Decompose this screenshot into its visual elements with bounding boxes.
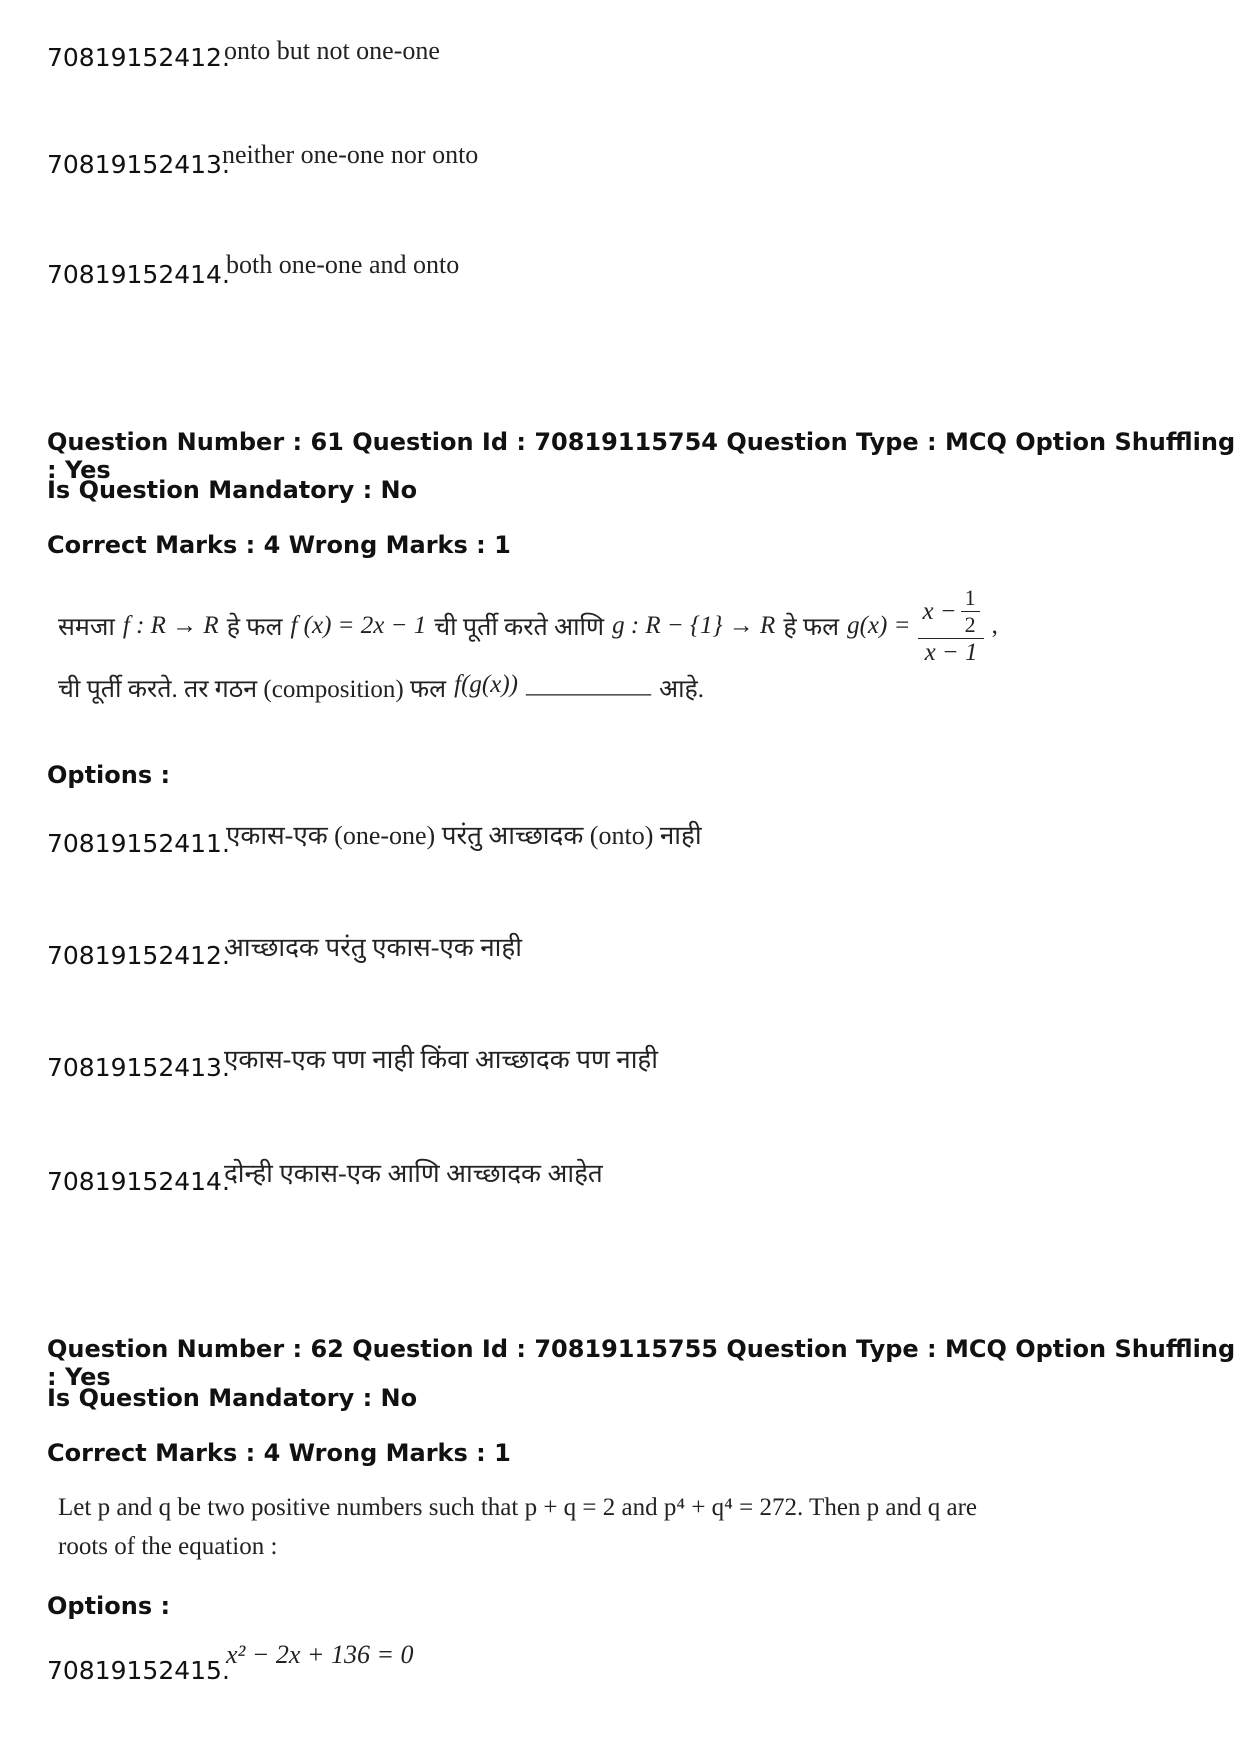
stem-text: हे फल (226, 614, 283, 641)
question-stem-line: roots of the equation : (58, 1533, 278, 1560)
option-text: आच्छादक परंतु एकास-एक नाही (224, 933, 522, 962)
option-id: 70819152413. (47, 150, 230, 179)
stem-math: g : R − {1} → R (612, 612, 776, 639)
half-numerator: 1 (961, 585, 980, 612)
option-id: 70819152412. (47, 941, 230, 970)
stem-math: f(g(x)) (454, 671, 518, 698)
option-text: दोन्ही एकास-एक आणि आच्छादक आहेत (224, 1159, 603, 1188)
question-marks: Correct Marks : 4 Wrong Marks : 1 (47, 531, 511, 559)
stem-math: f : R → R (122, 612, 219, 639)
question-mandatory: Is Question Mandatory : No (47, 476, 418, 504)
stem-text: समजा (58, 614, 115, 641)
question-stem-line: Let p and q be two positive numbers such that p + q = 2 and p⁴ + q⁴ = 272. Then p and q are (58, 1494, 978, 1521)
stem-text: आहे. (658, 676, 705, 703)
options-label: Options : (47, 1592, 171, 1620)
option-text: both one-one and onto (226, 250, 460, 279)
stem-math: f (x) = 2x − 1 (290, 612, 427, 639)
stem-text: हे फल (783, 614, 840, 641)
option-text: एकास-एक (one-one) परंतु आच्छादक (onto) नाही (226, 821, 702, 850)
half-fraction (961, 585, 980, 638)
stem-text: ची पूर्ती करते. तर गठन (composition) फल (58, 676, 447, 703)
half-denominator: 2 (964, 612, 976, 637)
fraction (918, 585, 983, 667)
question-marks: Correct Marks : 4 Wrong Marks : 1 (47, 1439, 511, 1467)
option-text: एकास-एक पण नाही किंवा आच्छादक पण नाही (224, 1045, 658, 1074)
option-id: 70819152414. (47, 260, 230, 289)
question-stem (58, 585, 998, 705)
stem-blank: __________ (525, 671, 651, 698)
option-text: x² − 2x + 136 = 0 (226, 1640, 414, 1669)
option-id: 70819152414. (47, 1167, 230, 1196)
options-label: Options : (47, 761, 171, 789)
option-text: onto but not one-one (224, 36, 440, 65)
question-header: Question Number : 62 Question Id : 70819115755 Question Type : MCQ Option Shuffling : Yes (47, 1335, 1236, 1391)
option-id: 70819152411. (47, 829, 230, 858)
fraction-denominator: x − 1 (924, 639, 978, 666)
question-header: Question Number : 61 Question Id : 70819115754 Question Type : MCQ Option Shuffling : Yes (47, 428, 1236, 484)
option-text: neither one-one nor onto (222, 140, 479, 169)
stem-math: g(x) = (847, 612, 911, 639)
stem-comma: , (991, 612, 998, 639)
option-id: 70819152412. (47, 43, 230, 72)
stem-text: ची पूर्ती करते आणि (434, 614, 605, 641)
fraction-numerator: x − (922, 597, 957, 625)
option-id: 70819152415. (47, 1656, 230, 1685)
question-mandatory: Is Question Mandatory : No (47, 1384, 418, 1412)
option-id: 70819152413. (47, 1053, 230, 1082)
